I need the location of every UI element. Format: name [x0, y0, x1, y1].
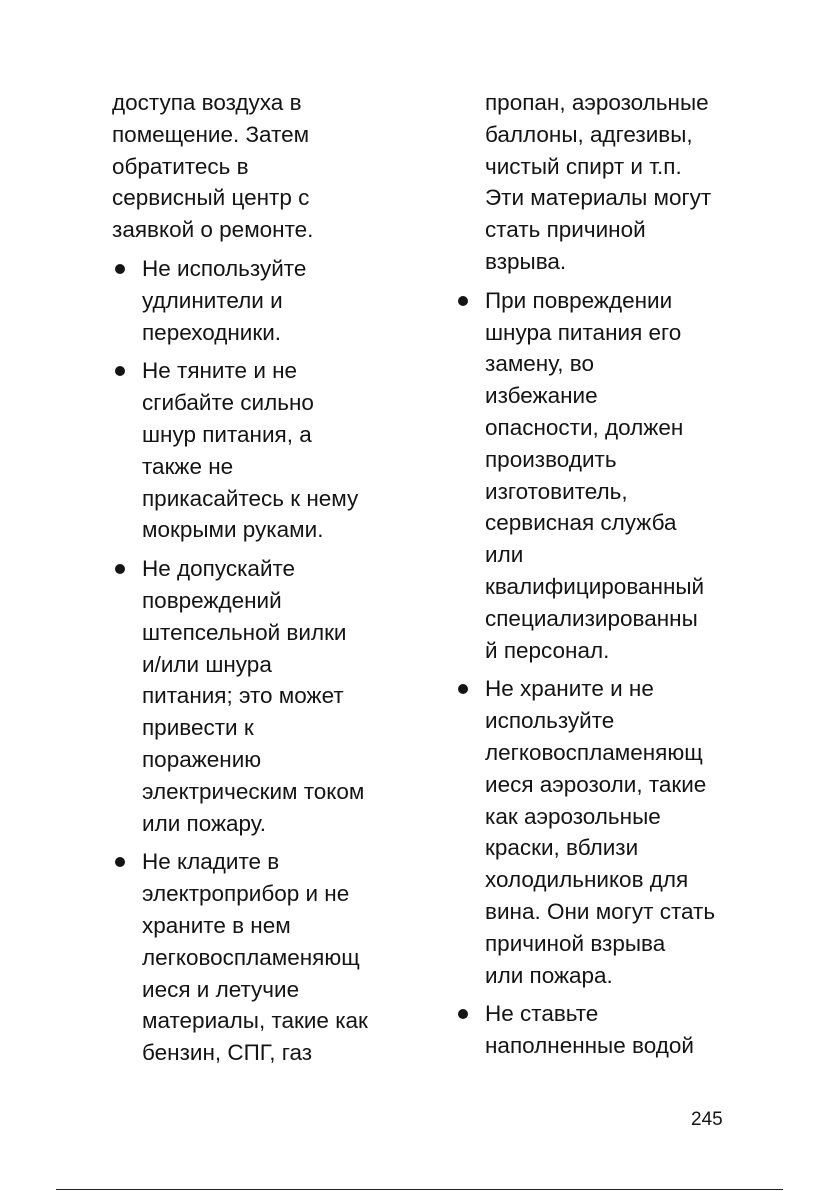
text-line: переходники.	[142, 319, 282, 345]
text-line: и/или шнура	[142, 651, 272, 677]
text-line: легковоспламеняющ	[142, 944, 360, 970]
text-line: Эти материалы могут	[485, 185, 712, 211]
bullet-item	[112, 355, 402, 546]
page-number: 245	[691, 1109, 723, 1130]
text-line: или	[485, 542, 524, 568]
bullet-item	[455, 673, 755, 991]
text-line: легковоспламеняющ	[485, 739, 703, 765]
text-line: иеся и летучие	[142, 976, 300, 1002]
text-line: как аэрозольные	[485, 803, 661, 829]
text-line: шнур питания, а	[142, 421, 312, 447]
text-line: избежание	[485, 383, 598, 409]
text-line: помещение. Затем	[112, 121, 310, 147]
text-line: производить	[485, 446, 617, 472]
bullet-icon	[458, 1009, 468, 1019]
bullet-icon	[458, 684, 468, 694]
text-line: холодильников для	[485, 867, 689, 893]
text-line: При повреждении	[485, 287, 673, 313]
text-line: краски, вблизи	[485, 835, 639, 861]
text-line: используйте	[485, 708, 615, 734]
footer-rule	[56, 1189, 783, 1190]
text-line: материалы, такие как	[142, 1008, 368, 1034]
text-line: сервисная служба	[485, 510, 677, 536]
text-line: вина. Они могут стать	[485, 898, 716, 924]
bullet-item	[455, 285, 755, 667]
text-line: изготовитель,	[485, 478, 628, 504]
left-column	[112, 87, 402, 1076]
text-line: баллоны, адгезивы,	[485, 121, 693, 147]
text-line: й персонал.	[485, 637, 610, 663]
bullet-item	[112, 553, 402, 839]
text-line: штепсельной вилки	[142, 619, 347, 645]
text-line: удлинители и	[142, 287, 283, 313]
text-line: или пожара.	[485, 962, 613, 988]
text-line: доступа воздуха в	[112, 90, 302, 115]
text-line: бензин, СПГ, газ	[142, 1040, 313, 1066]
text-line: питания; это может	[142, 683, 344, 709]
text-line: повреждений	[142, 587, 282, 613]
text-line: Не ставьте	[485, 1001, 599, 1027]
text-line: поражению	[142, 746, 262, 772]
bullet-item	[455, 998, 755, 1062]
text-line: замену, во	[485, 351, 594, 377]
text-line: заявкой о ремонте.	[112, 217, 314, 243]
bullet-item	[112, 846, 402, 1069]
bullet-icon	[115, 264, 125, 274]
text-line: пропан, аэрозольные	[485, 90, 709, 115]
text-line: привести к	[142, 715, 254, 741]
text-line: Не допускайте	[142, 556, 296, 582]
text-line: храните в нем	[142, 912, 291, 938]
text-line: чистый спирт и т.п.	[485, 153, 682, 179]
text-line: сгибайте сильно	[142, 390, 314, 416]
text-line: или пожару.	[142, 810, 267, 836]
continued-paragraph	[112, 87, 402, 246]
text-line: Не кладите в	[142, 849, 280, 875]
text-line: Не тяните и не	[142, 358, 298, 384]
text-line: обратитесь в	[112, 153, 249, 179]
bullet-item	[112, 253, 402, 348]
text-line: мокрыми руками.	[142, 517, 324, 543]
text-line: взрыва.	[485, 248, 567, 274]
bullet-icon	[115, 564, 125, 574]
text-line: специализированны	[485, 605, 698, 631]
continued-paragraph	[455, 87, 755, 278]
right-column	[455, 87, 755, 1069]
text-line: Не используйте	[142, 255, 307, 281]
text-line: электроприбор и не	[142, 881, 350, 907]
bullet-icon	[115, 366, 125, 376]
text-line: квалифицированный	[485, 573, 705, 599]
text-line: иеся аэрозоли, такие	[485, 771, 707, 797]
text-line: причиной взрыва	[485, 930, 666, 956]
bullet-icon	[458, 296, 468, 306]
text-line: Не храните и не	[485, 676, 654, 702]
text-line: также не	[142, 453, 234, 479]
text-line: прикасайтесь к нему	[142, 485, 359, 511]
text-line: электрическим током	[142, 778, 365, 804]
text-line: стать причиной	[485, 217, 646, 243]
bullet-icon	[115, 857, 125, 867]
text-line: наполненные водой	[485, 1033, 694, 1059]
text-line: сервисный центр с	[112, 185, 310, 211]
text-line: шнура питания его	[485, 319, 682, 345]
text-line: опасности, должен	[485, 414, 684, 440]
